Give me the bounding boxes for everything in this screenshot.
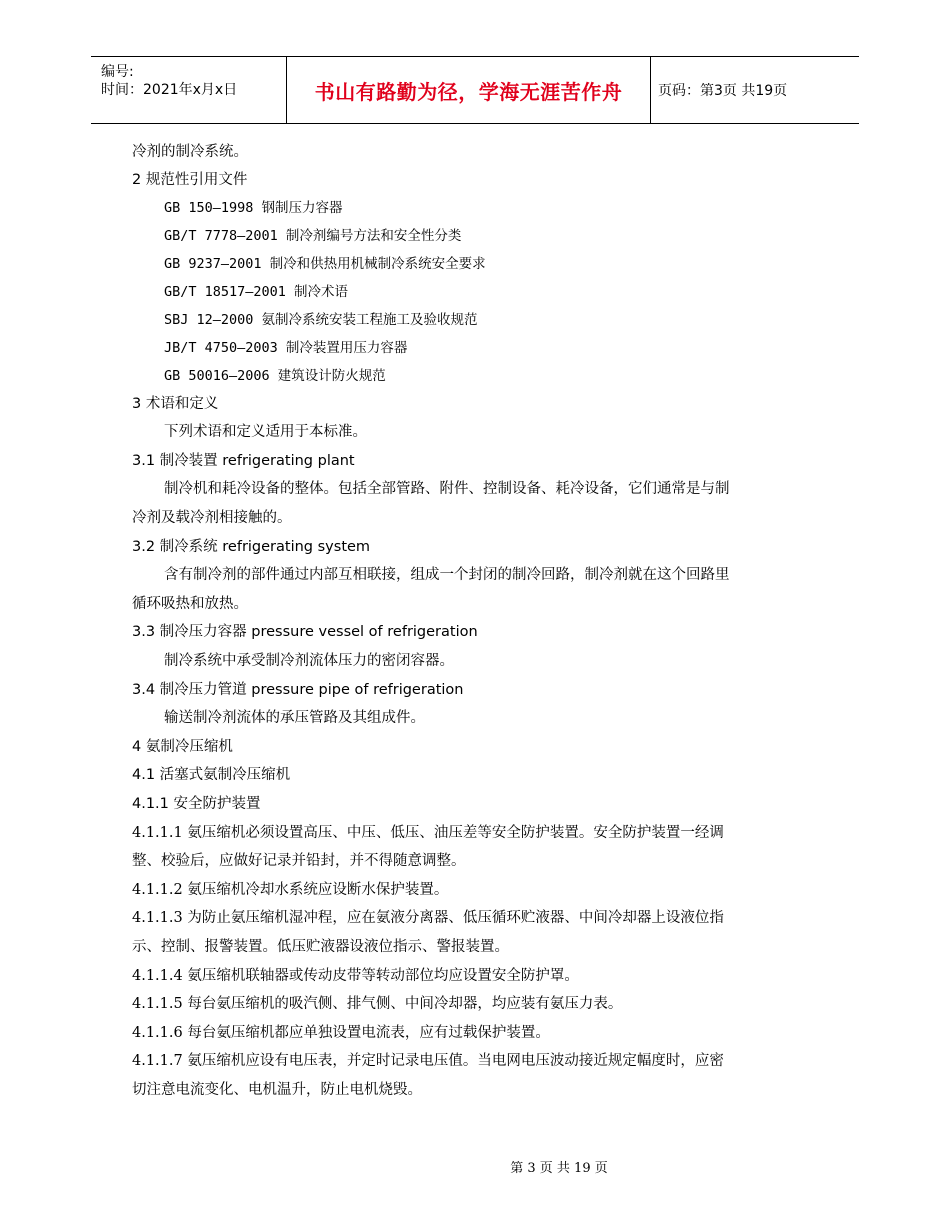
section-heading: 4 氨制冷压缩机 <box>132 739 233 755</box>
reference-item: GB 50016—2006 建筑设计防火规范 <box>164 368 386 384</box>
body-line: 含有制冷剂的部件通过内部互相联接，组成一个封闭的制冷回路，制冷剂就在这个回路里 <box>164 567 730 583</box>
body-line: 冷剂的制冷系统。 <box>132 144 248 160</box>
header-left-cell <box>91 57 286 123</box>
reference-item: SBJ 12—2000 氨制冷系统安装工程施工及验收规范 <box>164 312 478 328</box>
subsection-heading: 4.1.1 安全防护装置 <box>132 796 261 812</box>
body-line: 制冷系统中承受制冷剂流体压力的密闭容器。 <box>164 653 454 669</box>
reference-item: GB 150—1998 钢制压力容器 <box>164 200 343 216</box>
clause-line: 4.1.1.2 氨压缩机冷却水系统应设断水保护装置。 <box>132 882 449 898</box>
body-line: 冷剂及载冷剂相接触的。 <box>132 510 292 526</box>
header-motto-cell <box>286 57 651 123</box>
page-footer <box>0 1157 950 1176</box>
body-line: 切注意电流变化、电机温升，防止电机烧毁。 <box>132 1082 422 1098</box>
header-page-info: 页码：第3页 共19页 <box>658 83 788 99</box>
subsection-heading: 4.1 活塞式氨制冷压缩机 <box>132 767 291 783</box>
clause-line: 4.1.1.1 氨压缩机必须设置高压、中压、低压、油压差等安全防护装置。安全防护装置一经调 <box>132 825 724 841</box>
reference-item: GB/T 7778—2001 制冷剂编号方法和安全性分类 <box>164 228 462 244</box>
section-heading: 2 规范性引用文件 <box>132 172 248 188</box>
time-label: 时间：2021年x月x日 <box>101 82 238 98</box>
section-heading: 3 术语和定义 <box>132 396 219 412</box>
body-line: 整、校验后，应做好记录并铅封，并不得随意调整。 <box>132 853 466 869</box>
clause-line: 4.1.1.5 每台氨压缩机的吸汽侧、排气侧、中间冷却器，均应装有氨压力表。 <box>132 996 623 1012</box>
clause-line: 4.1.1.3 为防止氨压缩机湿冲程，应在氨液分离器、低压循环贮液器、中间冷却器上设液位指 <box>132 910 724 926</box>
reference-item: GB 9237—2001 制冷和供热用机械制冷系统安全要求 <box>164 256 486 272</box>
term-heading: 3.4 制冷压力管道 pressure pipe of refrigeration <box>132 682 464 698</box>
term-heading: 3.1 制冷装置 refrigerating plant <box>132 453 355 469</box>
term-heading: 3.2 制冷系统 refrigerating system <box>132 539 371 555</box>
footer-page-number: 第 3 页 共 19 页 <box>510 1161 608 1176</box>
body-line: 制冷机和耗冷设备的整体。包括全部管路、附件、控制设备、耗冷设备，它们通常是与制 <box>164 481 730 497</box>
body-line: 输送制冷剂流体的承压管路及其组成件。 <box>164 710 425 726</box>
reference-item: JB/T 4750—2003 制冷装置用压力容器 <box>164 340 408 356</box>
motto-text: 书山有路勤为径，学海无涯苦作舟 <box>314 79 623 104</box>
reference-item: GB/T 18517—2001 制冷术语 <box>164 284 349 300</box>
clause-line: 4.1.1.6 每台氨压缩机都应单独设置电流表，应有过载保护装置。 <box>132 1025 550 1041</box>
body-line: 下列术语和定义适用于本标准。 <box>164 424 367 440</box>
code-label: 编号: <box>101 64 134 80</box>
clause-line: 4.1.1.4 氨压缩机联轴器或传动皮带等转动部位均应设置安全防护罩。 <box>132 968 579 984</box>
body-line: 循环吸热和放热。 <box>132 596 248 612</box>
header-page-cell <box>650 57 867 123</box>
term-heading: 3.3 制冷压力容器 pressure vessel of refrigeration <box>132 624 478 640</box>
body-line: 示、控制、报警装置。低压贮液器设液位指示、警报装置。 <box>132 939 509 955</box>
clause-line: 4.1.1.7 氨压缩机应设有电压表，并定时记录电压值。当电网电压波动接近规定幅度时，应密 <box>132 1053 724 1069</box>
page-header <box>91 56 859 124</box>
